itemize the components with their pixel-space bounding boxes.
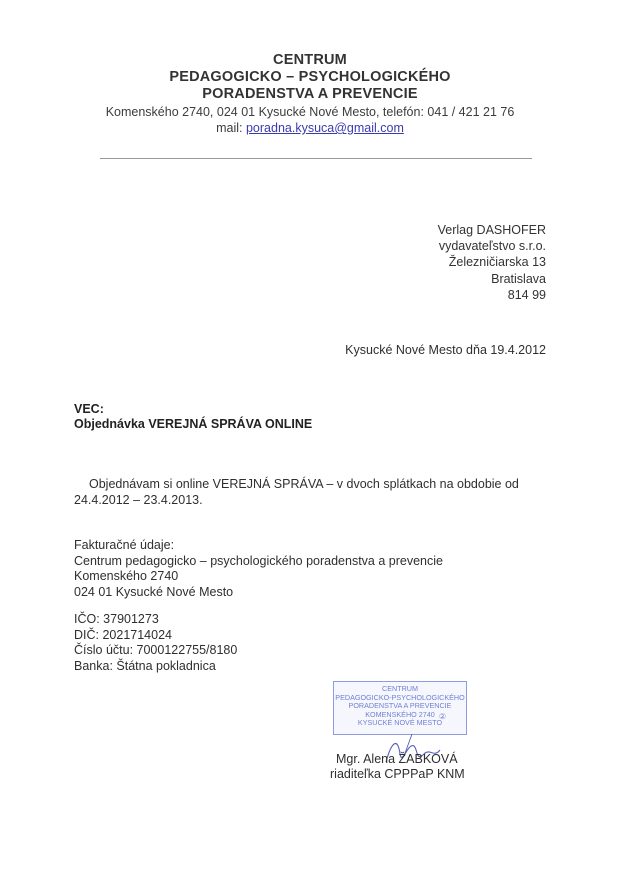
body-line1: Objednávam si online VEREJNÁ SPRÁVA – v dvoch splátkach na obdobie od (89, 477, 519, 491)
stamp-line: PEDAGOGICKO-PSYCHOLOGICKÉHO (335, 692, 465, 702)
recipient-line: Bratislava (491, 271, 546, 286)
account-number: Číslo účtu: 7000122755/8180 (74, 643, 238, 657)
billing-line: 024 01 Kysucké Nové Mesto (74, 584, 234, 599)
org-name-line1: CENTRUM (273, 52, 347, 68)
signatory-name: Mgr. Alena ŽABKOVÁ (336, 752, 458, 766)
body-line2: 24.4.2012 – 23.4.2013. (74, 493, 203, 507)
billing-line: Komenského 2740 (74, 569, 179, 583)
stamp-line: KYSUCKÉ NOVÉ MESTO (357, 718, 443, 728)
official-stamp (333, 681, 467, 735)
org-mail-line (0, 121, 620, 135)
date-line: Kysucké Nové Mesto dňa 19.4.2012 (345, 343, 546, 357)
stamp-line: CENTRUM (382, 684, 418, 693)
subject-label: VEC: (74, 402, 104, 416)
stamp-line: KOMENSKÉHO 2740 (365, 709, 435, 719)
header-divider (100, 158, 532, 159)
signatory-title: riaditeľka CPPPaP KNM (330, 767, 465, 781)
billing-line: Centrum pedagogicko – psychologického poradenstva a prevencie (74, 553, 443, 568)
recipient-line: 814 99 (507, 287, 546, 302)
mail-label: mail: (216, 121, 246, 135)
recipient-line: Verlag DASHOFER (437, 223, 546, 237)
recipient-line: Železničiarska 13 (448, 255, 546, 270)
ico: IČO: 37901273 (74, 612, 159, 626)
subject-text: Objednávka VEREJNÁ SPRÁVA ONLINE (74, 417, 313, 431)
dic: DIČ: 2021714024 (74, 627, 172, 642)
recipient-line: vydavateľstvo s.r.o. (438, 239, 546, 254)
mail-link[interactable]: poradna.kysuca@gmail.com (245, 121, 404, 135)
bank: Banka: Štátna pokladnica (74, 658, 216, 673)
stamp-line: PORADENSTVA A PREVENCIE (348, 701, 452, 711)
billing-block (74, 538, 443, 600)
recipient-address (438, 222, 546, 303)
org-name-line2: PEDAGOGICKO – PSYCHOLOGICKÉHO (169, 69, 451, 85)
org-address: Komenského 2740, 024 01 Kysucké Nové Mesto, telefón: 041 / 421 21 76 (105, 105, 515, 119)
stamp-number: ② (438, 712, 446, 721)
org-name-line3: PORADENSTVA A PREVENCIE (202, 86, 418, 102)
billing-title: Fakturačné údaje: (74, 538, 175, 552)
ids-block (74, 612, 237, 674)
